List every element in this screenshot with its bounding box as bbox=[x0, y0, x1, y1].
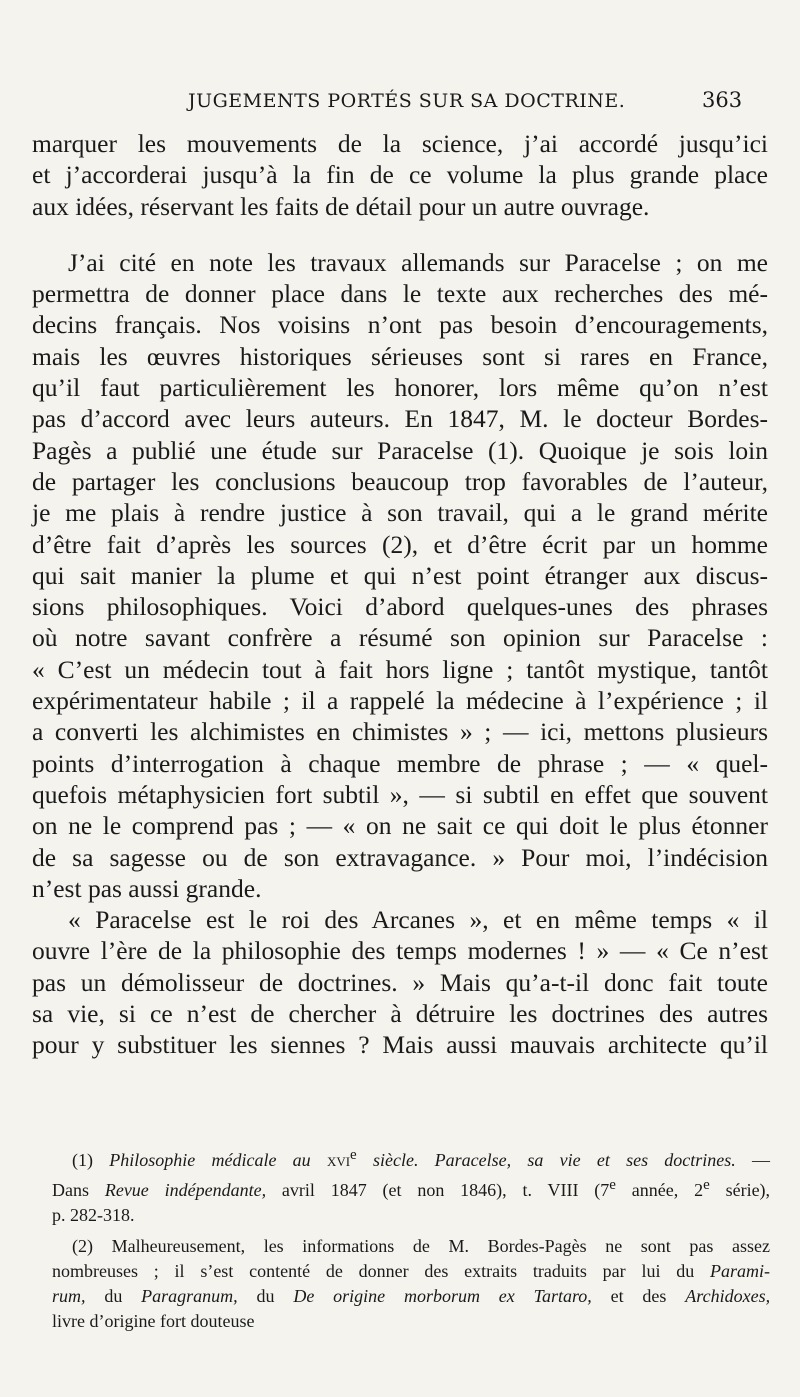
footnote-text: série), bbox=[725, 1180, 771, 1200]
text-line: mais les œuvres historiques sérieuses sont si rares en France, bbox=[32, 341, 768, 371]
footnotes bbox=[52, 1143, 770, 1334]
text-line: de sa sagesse ou de son extravagance. » Pour moi, l’indécision bbox=[32, 842, 768, 872]
text-line: marquer les mouvements de la science, j’ai accordé jusqu’ici bbox=[32, 129, 768, 158]
work-title: Parami- bbox=[710, 1261, 771, 1281]
paragraph-1 bbox=[32, 128, 768, 222]
text-line: quefois métaphysicien fort subtil », — si subtil en effet que souvent bbox=[32, 779, 768, 809]
text-line: je me plais à rendre justice à son travail, qui a le grand mérite bbox=[32, 498, 768, 528]
footnote-line bbox=[52, 1234, 770, 1259]
text-line: « Paracelse est le roi des Arcanes », et en même temps « il bbox=[68, 905, 768, 935]
paragraph-2 bbox=[32, 247, 768, 904]
text-line: qui sait manier la plume et qui n’est point étranger aux discus- bbox=[32, 560, 768, 590]
paragraph-3 bbox=[32, 904, 768, 1060]
footnote-text: Malheureusement, les informations de M. Bordes-Pagès ne sont pas assez bbox=[111, 1236, 771, 1256]
footnote-title: Philosophie médicale au bbox=[109, 1150, 311, 1170]
text-line: on ne le comprend pas ; — « on ne sait ce qui doit le plus étonner bbox=[32, 811, 768, 841]
superscript: e bbox=[703, 1177, 710, 1193]
work-title: De origine morborum ex Tartaro, bbox=[293, 1286, 592, 1306]
dash: — bbox=[752, 1150, 771, 1170]
text-line: de partager les conclusions beaucoup trop favorables de l’auteur, bbox=[32, 466, 768, 496]
superscript: e bbox=[609, 1177, 616, 1193]
work-title: Archidoxes, bbox=[685, 1286, 771, 1306]
text-line: sions philosophiques. Voici d’abord quelques-unes des phrases bbox=[32, 592, 768, 622]
text-line: pas un démolisseur de doctrines. » Mais qu’a-t-il donc fait toute bbox=[32, 967, 768, 997]
text-line: pas d’accord avec leurs auteurs. En 1847, M. le docteur Bordes- bbox=[32, 404, 768, 434]
text-line: expérimentateur habile ; il a rappelé la médecine à l’expérience ; il bbox=[32, 686, 768, 716]
text-line: ouvre l’ère de la philosophie des temps modernes ! » — « Ce n’est bbox=[32, 936, 768, 966]
footnote-line bbox=[52, 1259, 770, 1284]
century: xvi bbox=[326, 1150, 351, 1170]
footnote-marker: (2) bbox=[72, 1236, 93, 1256]
footnote-line bbox=[52, 1284, 770, 1309]
footnote-text: du bbox=[256, 1286, 275, 1306]
footnote-text: Dans bbox=[52, 1180, 89, 1200]
text-line: où notre savant confrère a résumé son opinion sur Paracelse : bbox=[32, 623, 768, 653]
footnote-marker: (1) bbox=[72, 1150, 93, 1170]
footnote-text: année, 2 bbox=[631, 1180, 704, 1200]
text-line: aux idées, réservant les faits de détail pour un autre ouvrage. bbox=[32, 191, 650, 221]
text-line: et j’accorderai jusqu’à la fin de ce volume la plus grande place bbox=[32, 160, 768, 190]
superscript: e bbox=[350, 1147, 357, 1163]
footnote-line: livre d’origine fort douteuse bbox=[52, 1311, 255, 1331]
page-number: 363 bbox=[702, 88, 743, 112]
footnote-line: p. 282-318. bbox=[52, 1205, 135, 1225]
footnote-text: et des bbox=[610, 1286, 667, 1306]
text-line: « C’est un médecin tout à fait hors ligne ; tantôt mystique, tantôt bbox=[32, 654, 768, 684]
text-line: qu’il faut particulièrement les honorer, lors même qu’on n’est bbox=[32, 373, 768, 403]
text-line: a converti les alchimistes en chimistes » ; — ici, mettons plusieurs bbox=[32, 717, 768, 747]
text-line: n’est pas aussi grande. bbox=[32, 873, 262, 903]
text-line: d’être fait d’après les sources (2), et d’être écrit par un homme bbox=[32, 529, 768, 559]
text-line: permettra de donner place dans le texte aux recherches des mé- bbox=[32, 279, 768, 309]
text-line: Pagès a publié une étude sur Paracelse (1). Quoique je sois loin bbox=[32, 435, 768, 465]
footnote-2 bbox=[52, 1234, 770, 1334]
footnote-title-2: siècle. Paracelse, sa vie et ses doctrines. bbox=[372, 1150, 736, 1170]
footnote-1 bbox=[52, 1143, 770, 1228]
footnote-text: du bbox=[104, 1286, 123, 1306]
footnote-text: avril 1847 (et non 1846), t. VIII (7 bbox=[281, 1180, 610, 1200]
work-title: Paragranum, bbox=[141, 1286, 238, 1306]
text-line: decins français. Nos voisins n’ont pas besoin d’encouragements, bbox=[32, 310, 768, 340]
text-line: sa vie, si ce n’est de chercher à détruire les doctrines des autres bbox=[32, 999, 768, 1029]
footnote-line bbox=[52, 1173, 770, 1203]
text-line: pour y substituer les siennes ? Mais aussi mauvais architecte qu’il bbox=[32, 1030, 768, 1060]
footnote-line bbox=[52, 1143, 770, 1173]
text-line: J’ai cité en note les travaux allemands sur Paracelse ; on me bbox=[68, 247, 768, 277]
journal-title: Revue indépendante, bbox=[104, 1180, 267, 1200]
footnote-text: nombreuses ; il s’est contenté de donner des extraits traduits par lui du bbox=[52, 1261, 695, 1281]
work-title: rum, bbox=[52, 1286, 86, 1306]
body-text bbox=[32, 128, 768, 1061]
running-title: JUGEMENTS PORTÉS SUR SA DOCTRINE. bbox=[188, 90, 626, 112]
text-line: points d’interrogation à chaque membre de phrase ; — « quel- bbox=[32, 748, 768, 778]
